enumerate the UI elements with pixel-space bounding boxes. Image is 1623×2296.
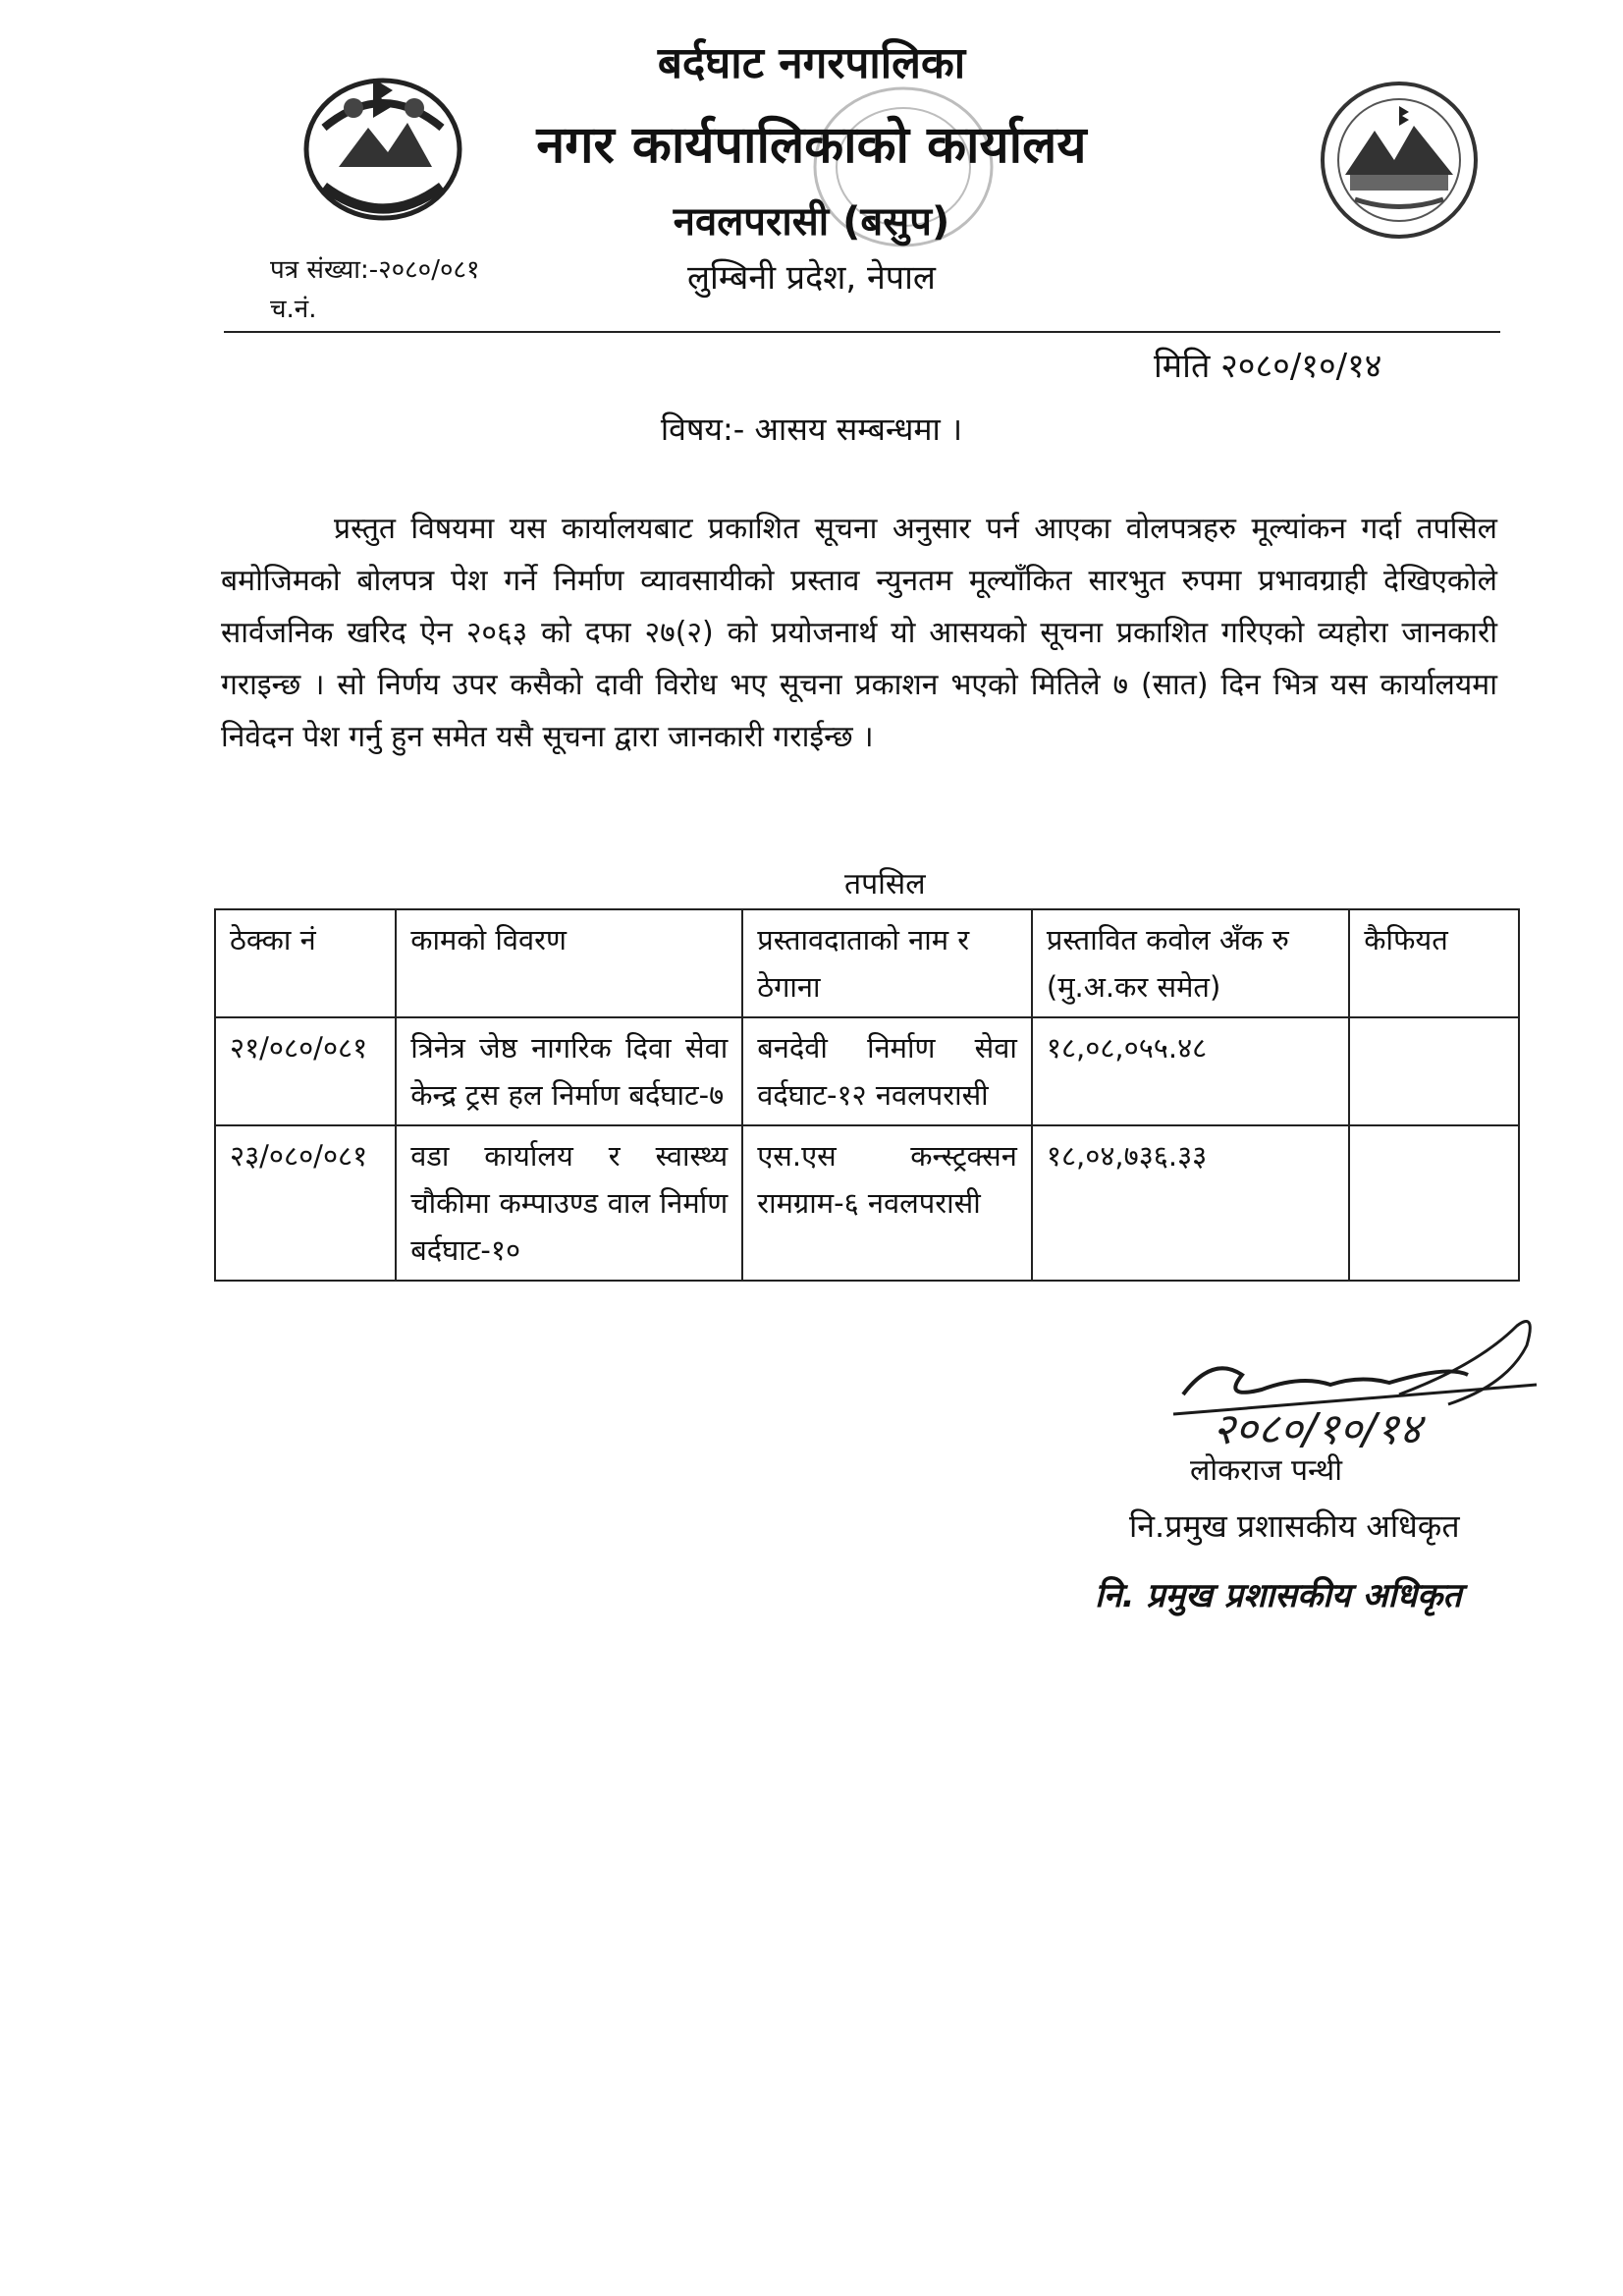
letter-body: प्रस्तुत विषयमा यस कार्यालयबाट प्रकाशित सूचना अनुसार पर्न आएका वोलपत्रहरु मूल्यांकन गर्दा तपसिल बमोजिमको बोलपत्र पेश गर्ने निर्माण व्यावसायीको प्रस्ताव न्युनतम मूल्याँकित सारभुत रुपमा प्रभावग्राही देखिएकोले सार्वजनिक खरिद ऐन २०६३ को दफा २७(२) को प्रयोजनार्थ यो आसयको सूचना प्रकाशित गरिएको व्यहोरा जानकारी गराइन्छ । सो निर्णय उपर कसैको दावी विरोध भए सूचना प्रकाशन भएको मितिले ७ (सात) दिन भित्र यस कार्यालयमा निवेदन पेश गर्नु हुन समेत यसै सूचना द्वारा जानकारी गराईन्छ ।: [221, 512, 1497, 754]
cell-bidder: एस.एस कन्स्ट्रक्सन रामग्राम-६ नवलपरासी: [742, 1125, 1032, 1281]
header-contract-no: ठेक्का नं: [215, 909, 396, 1017]
letter-subject: विषय:- आसय सम्बन्धमा ।: [660, 410, 963, 448]
header-work-description: कामको विवरण: [396, 909, 742, 1017]
letter-date: मिति २०८०/१०/१४: [1154, 347, 1382, 386]
municipality-name: बर्दघाट नगरपालिका: [657, 38, 966, 88]
table-header-row: [215, 909, 1519, 1017]
cell-bid-amount: १८,०४,७३६.३३: [1032, 1125, 1349, 1281]
cell-remarks: [1349, 1125, 1519, 1281]
letter-number: पत्र संख्या:-२०८०/०८१: [270, 255, 480, 285]
handwritten-date: २०८०/१०/१४: [1213, 1404, 1422, 1454]
cell-remarks: [1349, 1017, 1519, 1125]
cell-bid-amount: १८,०८,०५५.४८: [1032, 1017, 1349, 1125]
cell-bidder: बनदेवी निर्माण सेवा वर्दघाट-१२ नवलपरासी: [742, 1017, 1032, 1125]
office-district: नवलपरासी (बसुप): [673, 199, 950, 245]
table-caption: तपसिल: [844, 867, 926, 902]
cell-work-description: वडा कार्यालय र स्वास्थ्य चौकीमा कम्पाउण्ड वाल निर्माण बर्दघाट-१०: [396, 1125, 742, 1281]
signer-name: लोकराज पन्थी: [1190, 1453, 1342, 1488]
contract-table: [214, 908, 1520, 1282]
table-row: [215, 1017, 1519, 1125]
header-divider: [224, 331, 1500, 333]
office-province: लुम्बिनी प्रदेश, नेपाल: [687, 258, 936, 298]
official-seal-text: नि. प्रमुख प्रशासकीय अधिकृत: [1095, 1576, 1462, 1615]
dispatch-number: च.नं.: [270, 295, 317, 324]
header-bid-amount: प्रस्तावित कवोल अँक रु (मु.अ.कर समेत): [1032, 909, 1349, 1017]
header-remarks: कैफियत: [1349, 909, 1519, 1017]
office-name: नगर कार्यपालिकाको कार्यालय: [536, 116, 1087, 175]
cell-contract-no: २३/०८०/०८१: [215, 1125, 396, 1281]
table-row: [215, 1125, 1519, 1281]
cell-contract-no: २१/०८०/०८१: [215, 1017, 396, 1125]
signer-title: नि.प्रमुख प्रशासकीय अधिकृत: [1129, 1507, 1460, 1545]
cell-work-description: त्रिनेत्र जेष्ठ नागरिक दिवा सेवा केन्द्र ट्रस हल निर्माण बर्दघाट-७: [396, 1017, 742, 1125]
header-bidder: प्रस्तावदाताको नाम र ठेगाना: [742, 909, 1032, 1017]
